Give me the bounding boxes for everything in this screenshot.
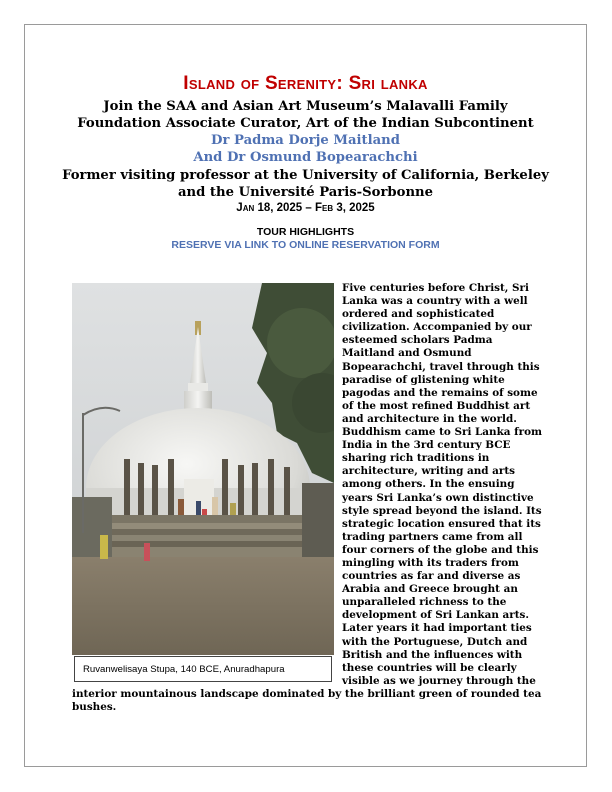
scholar-name-2: And Dr Osmund Bopearachchi — [193, 150, 418, 165]
affiliation-line-1: Former visiting professor at the University of California, Berkeley — [62, 168, 549, 183]
tour-highlights-heading: TOUR HIGHLIGHTS — [256, 226, 355, 238]
subtitle-line-1: Join the SAA and Asian Art Museum’s Malavalli Family — [103, 99, 508, 114]
reserve-link[interactable]: RESERVE VIA LINK TO ONLINE RESERVATION FORM — [171, 239, 440, 251]
photo-float-spacer — [72, 282, 342, 683]
tour-dates: Jan 18, 2025 – Feb 3, 2025 — [236, 202, 375, 214]
photo-caption: Ruvanwelisaya Stupa, 140 BCE, Anuradhapura — [74, 656, 332, 682]
scholar-name-1: Dr Padma Dorje Maitland — [211, 133, 400, 148]
tour-title: Island of Serenity: Sri lanka — [183, 73, 428, 94]
tour-description — [72, 282, 542, 714]
subtitle-line-2: Foundation Associate Curator, Art of the Indian Subcontinent — [77, 116, 534, 131]
description-paragraph: Five centuries before Christ, Sri Lanka was a country with a well ordered and sophisticated civilization. Accompanied by our esteemed scholars Padma Maitland and Osmund Bopearachchi, travel through this paradise of glistening white pagodas and the remains of some of the most refined Buddhist art and architecture in the world. Buddhism came to Sri Lanka from India in the 3rd century BCE sharing rich traditions in architecture, writing and arts among others. In the ensuing years Sri Lanka’s own distinctive style spread beyond the island. Its strategic location ensured that its trading partners came from all four corners of the globe and this mingling with its traders from countries as far and diverse as Arabia and Greece brought an unparalleled richness to the development of Sri Lankan arts. Later years it had important ties with the Portuguese, Dutch and British and the influences with these countries will be clearly visible as we journey through the interior mountainous landscape dominated by the brilliant green of rounded tea bushes. — [72, 282, 543, 713]
affiliation-line-2: and the Université Paris-Sorbonne — [177, 185, 434, 200]
